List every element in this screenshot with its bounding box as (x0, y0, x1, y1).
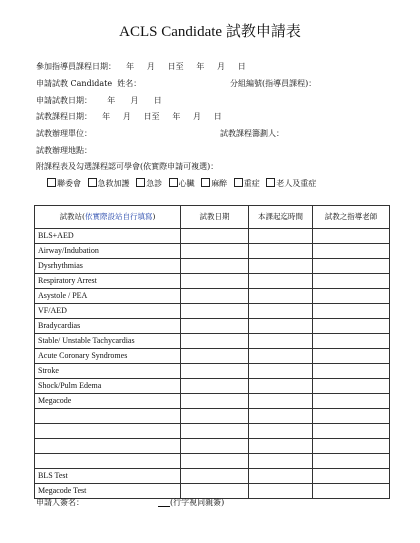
instructor-cell[interactable] (313, 424, 390, 439)
society-option[interactable]: 急診 (136, 179, 162, 188)
signature-line (36, 497, 224, 508)
instructor-cell[interactable] (313, 259, 390, 274)
instructor-cell[interactable] (313, 289, 390, 304)
date-cell[interactable] (181, 304, 249, 319)
course-planner-field: 試教課程籌劃人： (220, 129, 284, 138)
instructor-cell[interactable] (313, 244, 390, 259)
date-cell[interactable] (181, 259, 249, 274)
instructor-cell[interactable] (313, 379, 390, 394)
station-cell[interactable]: Bradycardias (35, 319, 181, 334)
instructor-cell[interactable] (313, 349, 390, 364)
checkbox[interactable] (88, 178, 97, 187)
course-date-field: 參加指導員課程日期： 年 月 日至 年 月 日 (36, 62, 246, 71)
society-checkbox-row (47, 178, 320, 189)
date-cell[interactable] (181, 364, 249, 379)
instructor-cell[interactable] (313, 484, 390, 499)
station-cell[interactable]: Megacode Test (35, 484, 181, 499)
time-cell[interactable] (249, 409, 313, 424)
instructor-cell[interactable] (313, 229, 390, 244)
table-row (35, 424, 390, 439)
form-title: ACLS Candidate 試教申請表 (119, 24, 301, 40)
instructor-cell[interactable] (313, 469, 390, 484)
station-cell[interactable]: Stable/ Unstable Tachycardias (35, 334, 181, 349)
station-cell[interactable] (35, 409, 181, 424)
instructor-cell[interactable] (313, 409, 390, 424)
table-row (35, 319, 390, 334)
society-option[interactable]: 老人及重症 (266, 179, 316, 188)
date-cell[interactable] (181, 274, 249, 289)
time-cell[interactable] (249, 379, 313, 394)
teaching-course-date-field: 試教課程日期： 年 月 日至 年 月 日 (36, 112, 222, 121)
table-row (35, 334, 390, 349)
time-cell[interactable] (249, 439, 313, 454)
date-cell[interactable] (181, 289, 249, 304)
checkbox[interactable] (169, 178, 178, 187)
table-header-row (35, 206, 390, 229)
date-cell[interactable] (181, 424, 249, 439)
station-cell[interactable]: Shock/Pulm Edema (35, 379, 181, 394)
station-cell[interactable] (35, 454, 181, 469)
table-row (35, 229, 390, 244)
instructor-cell[interactable] (313, 319, 390, 334)
instructor-cell[interactable] (313, 439, 390, 454)
station-cell[interactable]: Respiratory Arrest (35, 274, 181, 289)
table-row (35, 364, 390, 379)
time-cell[interactable] (249, 289, 313, 304)
table-row (35, 274, 390, 289)
date-cell[interactable] (181, 244, 249, 259)
date-cell[interactable] (181, 394, 249, 409)
society-option[interactable]: 重症 (234, 179, 260, 188)
table-row (35, 409, 390, 424)
station-cell[interactable] (35, 424, 181, 439)
time-cell[interactable] (249, 394, 313, 409)
application-date-field: 申請試教日期： 年 月 日 (36, 96, 162, 105)
time-cell[interactable] (249, 349, 313, 364)
date-cell[interactable] (181, 334, 249, 349)
time-cell[interactable] (249, 424, 313, 439)
checkbox[interactable] (47, 178, 56, 187)
table-row (35, 439, 390, 454)
time-cell[interactable] (249, 304, 313, 319)
date-cell[interactable] (181, 439, 249, 454)
station-header-note: 依實際設站自行填寫 (85, 212, 153, 221)
checkbox[interactable] (266, 178, 275, 187)
candidate-name-field: 申請試教 Candidate 姓名： (36, 79, 142, 88)
table-row (35, 244, 390, 259)
station-table (34, 205, 390, 499)
date-cell[interactable] (181, 469, 249, 484)
instructor-cell[interactable] (313, 304, 390, 319)
station-header: 試教站(依實際設站自行填寫) (35, 206, 181, 229)
group-number-field: 分組編號(指導員課程)： (230, 79, 317, 88)
society-option[interactable]: 聯委會 (47, 179, 81, 188)
time-cell[interactable] (249, 334, 313, 349)
table-row (35, 454, 390, 469)
society-instruction: 附課程表及勾選課程認可學會(依實際申請可複選)： (36, 162, 219, 171)
station-cell[interactable]: BLS Test (35, 469, 181, 484)
instructor-header: 試教之指導老師 (313, 206, 390, 229)
organizing-unit-field: 試教辦理單位： (36, 129, 92, 138)
table-row (35, 379, 390, 394)
station-cell[interactable]: Asystole / PEA (35, 289, 181, 304)
instructor-cell[interactable] (313, 364, 390, 379)
society-option[interactable]: 麻醉 (201, 179, 227, 188)
checkbox[interactable] (136, 178, 145, 187)
date-cell[interactable] (181, 454, 249, 469)
checkbox[interactable] (234, 178, 243, 187)
checkbox[interactable] (201, 178, 210, 187)
time-cell[interactable] (249, 274, 313, 289)
station-cell[interactable]: Acute Coronary Syndromes (35, 349, 181, 364)
location-field: 試教辦理地點： (36, 146, 92, 155)
date-cell[interactable] (181, 379, 249, 394)
signature-blank[interactable]: ___ (158, 498, 170, 507)
instructor-cell[interactable] (313, 394, 390, 409)
time-cell[interactable] (249, 259, 313, 274)
station-cell[interactable]: Dysrhythmias (35, 259, 181, 274)
table-row (35, 289, 390, 304)
station-cell[interactable]: BLS+AED (35, 229, 181, 244)
date-cell[interactable] (181, 349, 249, 364)
table-row (35, 259, 390, 274)
table-row (35, 349, 390, 364)
time-cell[interactable] (249, 454, 313, 469)
date-header: 試教日期 (181, 206, 249, 229)
table-row (35, 469, 390, 484)
table-row (35, 304, 390, 319)
station-cell[interactable]: Megacode (35, 394, 181, 409)
station-cell[interactable]: VF/AED (35, 304, 181, 319)
time-cell[interactable] (249, 469, 313, 484)
station-cell[interactable] (35, 439, 181, 454)
signature-label: 申請人簽名： (36, 498, 84, 507)
instructor-cell[interactable] (313, 274, 390, 289)
instructor-cell[interactable] (313, 454, 390, 469)
society-option[interactable]: 心臟 (169, 179, 195, 188)
time-cell[interactable] (249, 364, 313, 379)
time-cell[interactable] (249, 244, 313, 259)
date-cell[interactable] (181, 319, 249, 334)
date-cell[interactable] (181, 229, 249, 244)
time-header: 本課起迄時間 (249, 206, 313, 229)
time-cell[interactable] (249, 229, 313, 244)
station-cell[interactable]: Stroke (35, 364, 181, 379)
signature-note: (行字視同親簽) (170, 498, 225, 507)
date-cell[interactable] (181, 409, 249, 424)
station-cell[interactable]: Airway/Indubation (35, 244, 181, 259)
time-cell[interactable] (249, 484, 313, 499)
society-option[interactable]: 急救加護 (88, 179, 130, 188)
table-row (35, 394, 390, 409)
time-cell[interactable] (249, 319, 313, 334)
instructor-cell[interactable] (313, 334, 390, 349)
